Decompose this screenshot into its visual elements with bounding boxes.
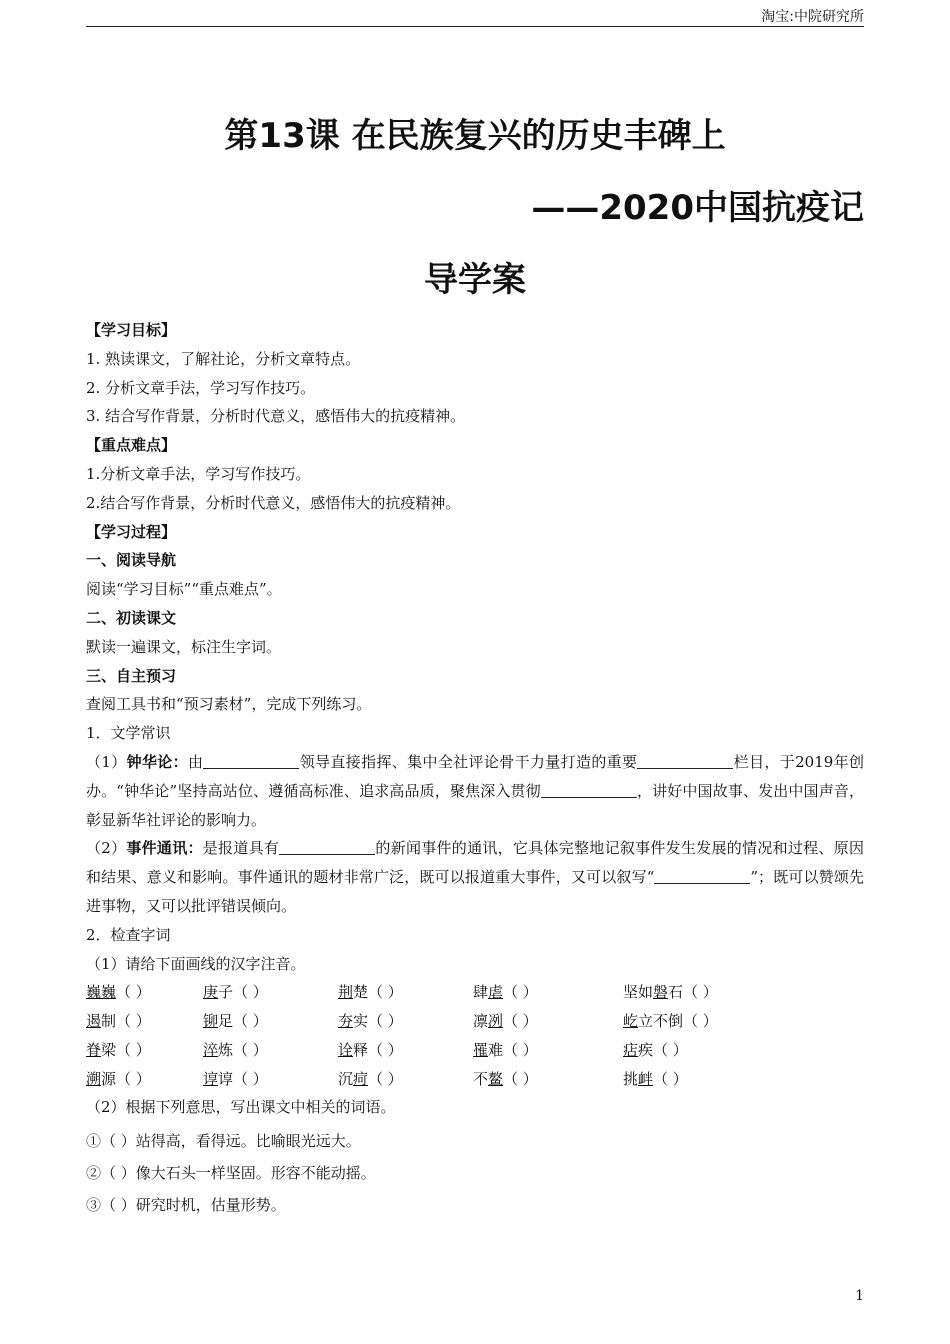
title-line-3: 导学案 [424, 260, 526, 300]
section-1-title: 一、阅读导航 [86, 551, 177, 570]
pinyin-item: 庚子（ ） [203, 983, 268, 1002]
pinyin-item: 罹难（ ） [473, 1040, 538, 1059]
pinyin-grid [86, 978, 864, 1093]
underlined-char: 罹 [473, 1040, 489, 1059]
term-zhonghualun: 钟华论： [126, 752, 188, 771]
process-heading: 【学习过程】 [86, 522, 177, 541]
underlined-char: 疴 [353, 1069, 369, 1088]
goal-item: 2. 分析文章手法，学习写作技巧。 [86, 378, 316, 397]
question-zhonghualun: （1）钟华论：由 领导直接指挥、集中全社评论骨干力量打造的重要 栏目，于2019年创办。“钟华论”坚持高站位、遵循高标准、追求高品质，聚焦深入贯彻 ，讲好中国故事、发出中国声音，彰显新华社评论的影响力。 [86, 752, 864, 829]
goals-heading: 【学习目标】 [86, 321, 177, 339]
pinyin-item: 谆谆（ ） [203, 1069, 268, 1088]
section-3-title: 三、自主预习 [86, 666, 177, 685]
section-1-text: 阅读“学习目标”“重点难点”。 [86, 580, 282, 599]
meaning-item: ①（ ）站得高，看得远。比喻眼光远大。 [86, 1132, 361, 1151]
section-3-text: 查阅工具书和“预习素材”，完成下列练习。 [86, 695, 372, 714]
pinyin-item: 荆楚（ ） [338, 983, 403, 1002]
header-divider [86, 26, 864, 27]
underlined-char: 冽 [488, 1012, 504, 1031]
page-number: 1 [855, 1288, 864, 1304]
underlined-char: 衅 [638, 1069, 654, 1088]
underlined-char: 溯 [86, 1069, 102, 1088]
pinyin-item: 脊梁（ ） [86, 1040, 151, 1059]
underlined-char: 谆 [203, 1069, 219, 1088]
literature-title: 1．文学常识 [86, 724, 171, 743]
underlined-char: 磐 [653, 983, 669, 1002]
underlined-char: 荆 [338, 983, 354, 1002]
underlined-char: 庚 [203, 983, 219, 1002]
term-event-report: 事件通讯： [126, 839, 203, 858]
pinyin-item: 屹立不倒（ ） [623, 1012, 718, 1031]
header-text: 淘宝:中院研究所 [761, 9, 864, 25]
pinyin-item: 痁疾（ ） [623, 1040, 688, 1059]
meaning-item: ②（ ）像大石头一样坚固。形容不能动摇。 [86, 1164, 376, 1183]
pinyin-item: 沉疴（ ） [338, 1069, 403, 1088]
answer-blank[interactable] [541, 782, 637, 798]
pinyin-item: 溯源（ ） [86, 1069, 151, 1088]
key-heading: 【重点难点】 [86, 436, 177, 455]
answer-blank[interactable] [203, 753, 299, 769]
pinyin-item: 不鳌（ ） [473, 1069, 538, 1088]
underlined-char: 痁 [623, 1040, 639, 1059]
underlined-char: 遏 [86, 1012, 102, 1031]
goal-item: 3. 结合写作背景，分析时代意义，感悟伟大的抗疫精神。 [86, 407, 466, 426]
underlined-char: 夯 [338, 1012, 354, 1031]
underlined-char: 铆 [203, 1012, 219, 1031]
check-title: 2．检查字词 [86, 925, 171, 944]
answer-blank[interactable] [279, 839, 375, 855]
answer-blank[interactable] [637, 753, 733, 769]
section-2-text: 默读一遍课文，标注生字词。 [86, 637, 282, 656]
pinyin-item: 诠释（ ） [338, 1040, 403, 1059]
pinyin-item: 淬炼（ ） [203, 1040, 268, 1059]
meaning-item: ③（ ）研究时机，估量形势。 [86, 1196, 286, 1215]
underlined-char: 鳌 [488, 1069, 504, 1088]
key-item: 1.分析文章手法，学习写作技巧。 [86, 464, 311, 483]
answer-blank[interactable] [654, 868, 702, 884]
question-event-report: （2）事件通讯：是报道具有 的新闻事件的通讯，它具体完整地记叙事件发生发展的情况和过程、原因和结果、意义和影响。事件通讯的题材非常广泛，既可以报道重大事件，又可以叙写“ ”；既可以赞颂先进事物，又可以批评错误倾向。 [86, 839, 864, 915]
key-item: 2.结合写作背景，分析时代意义，感悟伟大的抗疫精神。 [86, 493, 461, 512]
title-line-2: ——2020中国抗疫记 [531, 188, 864, 228]
underlined-char: 淬 [203, 1040, 219, 1059]
title-line-1: 第13课 在民族复兴的历史丰碑上 [224, 116, 726, 156]
section-2-title: 二、初读课文 [86, 608, 177, 627]
pinyin-item: 凛冽（ ） [473, 1012, 538, 1031]
pinyin-item: 遏制（ ） [86, 1012, 151, 1031]
answer-blank[interactable] [702, 868, 750, 884]
pinyin-item: 巍巍（ ） [86, 983, 151, 1002]
underlined-char: 脊 [86, 1040, 102, 1059]
underlined-char: 虐 [488, 983, 504, 1002]
underlined-char: 诠 [338, 1040, 354, 1059]
underlined-char: 屹 [623, 1012, 639, 1031]
pinyin-item: 肆虐（ ） [473, 983, 538, 1002]
document-body [86, 316, 864, 1218]
pinyin-item: 铆足（ ） [203, 1012, 268, 1031]
goal-item: 1. 熟读课文，了解社论，分析文章特点。 [86, 349, 361, 368]
pinyin-item: 坚如磐石（ ） [623, 983, 718, 1002]
check-subtitle-1: （1）请给下面画线的汉字注音。 [86, 954, 306, 973]
underlined-char: 巍巍 [86, 983, 117, 1002]
check-subtitle-2: （2）根据下列意思，写出课文中相关的词语。 [86, 1098, 396, 1117]
pinyin-item: 夯实（ ） [338, 1012, 403, 1031]
pinyin-item: 挑衅（ ） [623, 1069, 688, 1088]
